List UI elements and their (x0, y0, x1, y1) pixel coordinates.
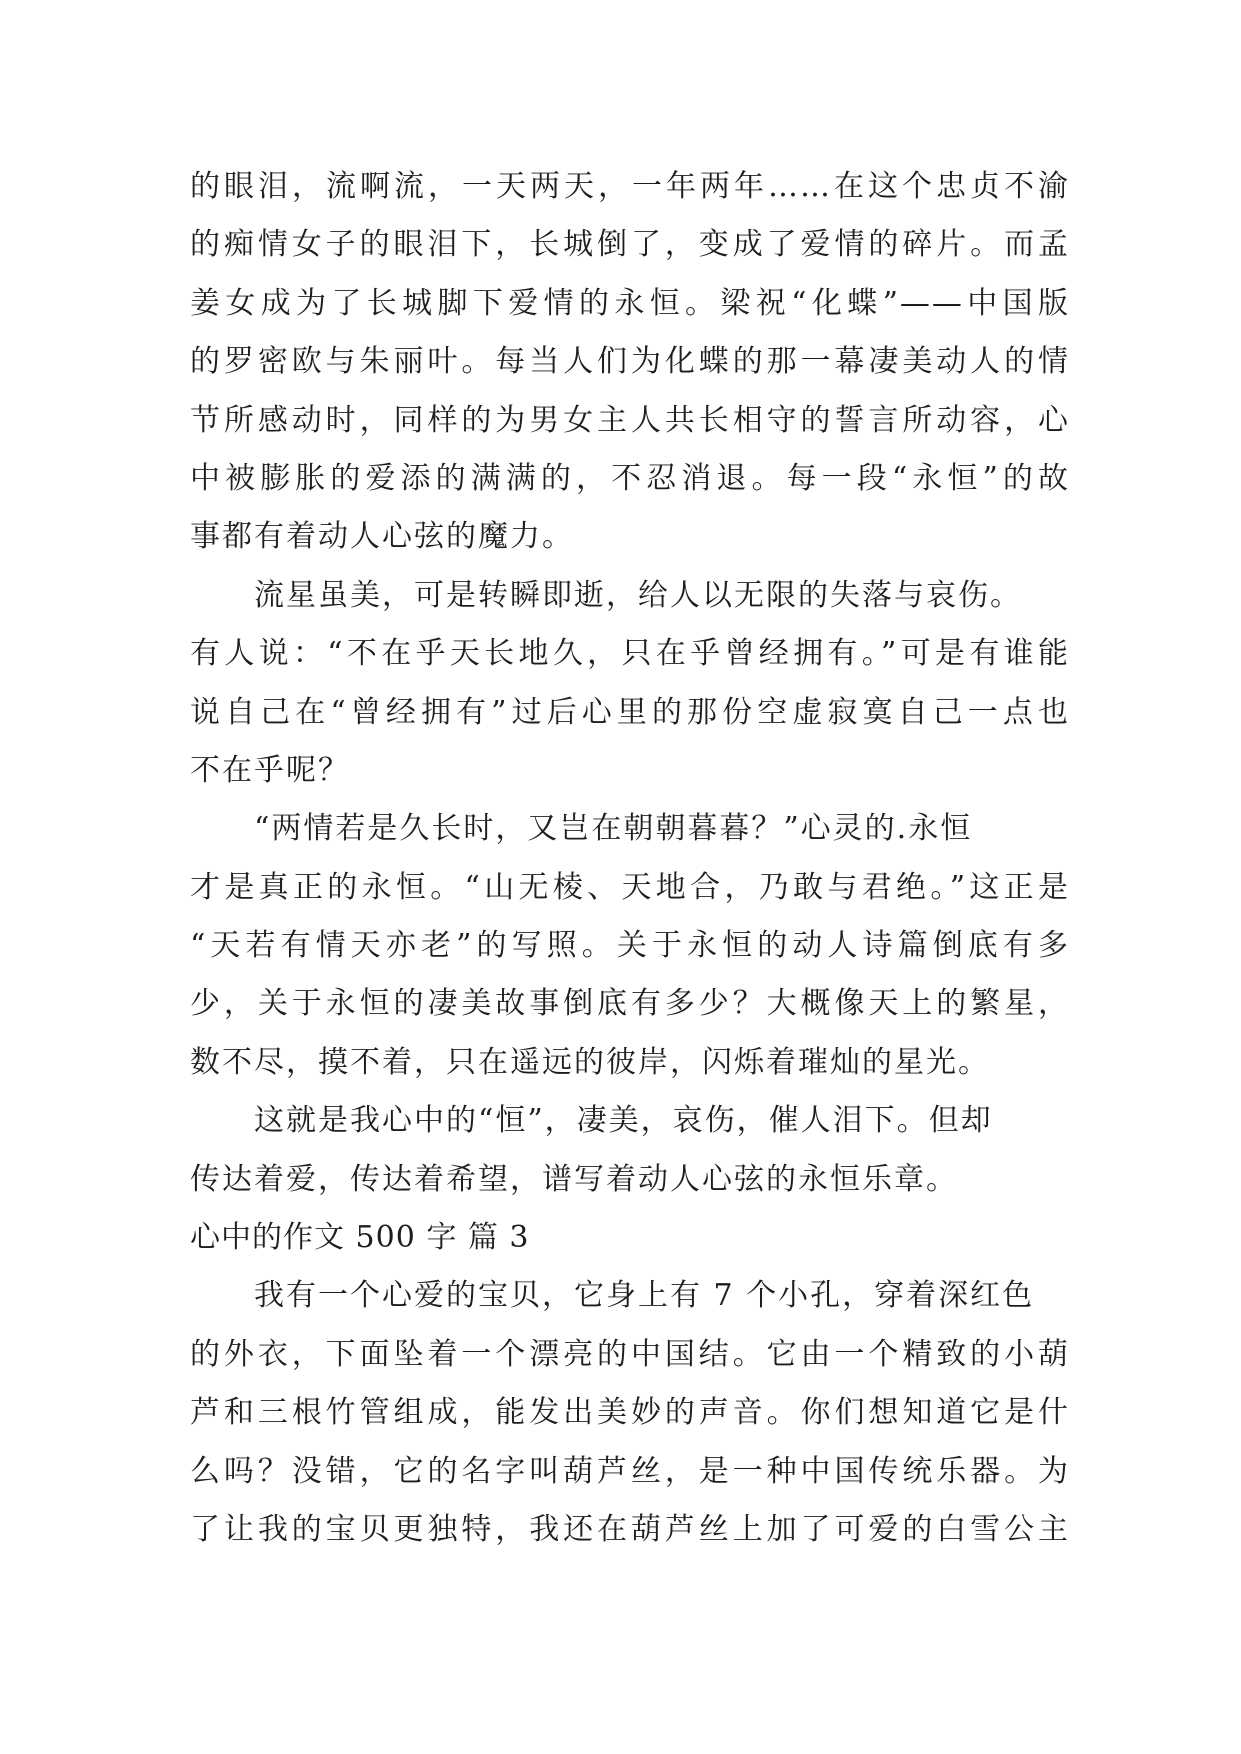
paragraph-line: 少，关于永恒的凄美故事倒底有多少？大概像天上的繁星， (190, 986, 1070, 1022)
paragraph-line: 事都有着动人心弦的魔力。 (190, 519, 574, 555)
paragraph-line: 这就是我心中的“恒”，凄美，哀伤，催人泪下。但却 (254, 1103, 993, 1139)
paragraph-line: 姜女成为了长城脚下爱情的永恒。梁祝“化蝶”——中国版 (190, 285, 1070, 321)
paragraph-line: 了让我的宝贝更独特，我还在葫芦丝上加了可爱的白雪公主 (190, 1511, 1070, 1547)
paragraph-line: 芦和三根竹管组成，能发出美妙的声音。你们想知道它是什 (190, 1395, 1070, 1431)
paragraph-line: 么吗？没错，它的名字叫葫芦丝，是一种中国传统乐器。为 (190, 1453, 1070, 1489)
paragraph-line: 的罗密欧与朱丽叶。每当人们为化蝶的那一幕凄美动人的情 (190, 344, 1070, 380)
section-heading: 心中的作文 500 字 篇 3 (190, 1220, 530, 1256)
paragraph-line: 的外衣，下面坠着一个漂亮的中国结。它由一个精致的小葫 (190, 1336, 1070, 1372)
paragraph-line: “天若有情天亦老”的写照。关于永恒的动人诗篇倒底有多 (190, 928, 1070, 964)
paragraph-line: 流星虽美，可是转瞬即逝，给人以无限的失落与哀伤。 (254, 577, 1022, 613)
paragraph-line: 节所感动时，同样的为男女主人共长相守的誓言所动容，心 (190, 402, 1070, 438)
paragraph-line: 传达着爱，传达着希望，谱写着动人心弦的永恒乐章。 (190, 1161, 958, 1197)
paragraph-line: 的眼泪，流啊流，一天两天，一年两年……在这个忠贞不渝 (190, 169, 1070, 204)
paragraph-line: “两情若是久长时，又岂在朝朝暮暮？”心灵的.永恒 (254, 811, 973, 847)
paragraph-line: 的痴情女子的眼泪下，长城倒了，变成了爱情的碎片。而孟 (190, 227, 1070, 263)
paragraph-line: 说自己在“曾经拥有”过后心里的那份空虚寂寞自己一点也 (190, 694, 1070, 730)
paragraph-line: 中被膨胀的爱添的满满的，不忍消退。每一段“永恒”的故 (190, 460, 1070, 496)
paragraph-line: 我有一个心爱的宝贝，它身上有 7 个小孔，穿着深红色 (254, 1278, 1035, 1314)
paragraph-line: 数不尽，摸不着，只在遥远的彼岸，闪烁着璀灿的星光。 (190, 1044, 990, 1080)
document-body (190, 158, 1070, 1559)
paragraph-line: 才是真正的永恒。“山无棱、天地合，乃敢与君绝。”这正是 (190, 869, 1070, 905)
paragraph-line: 有人说：“不在乎天长地久，只在乎曾经拥有。”可是有谁能 (190, 636, 1070, 672)
paragraph-line: 不在乎呢？ (190, 752, 350, 788)
